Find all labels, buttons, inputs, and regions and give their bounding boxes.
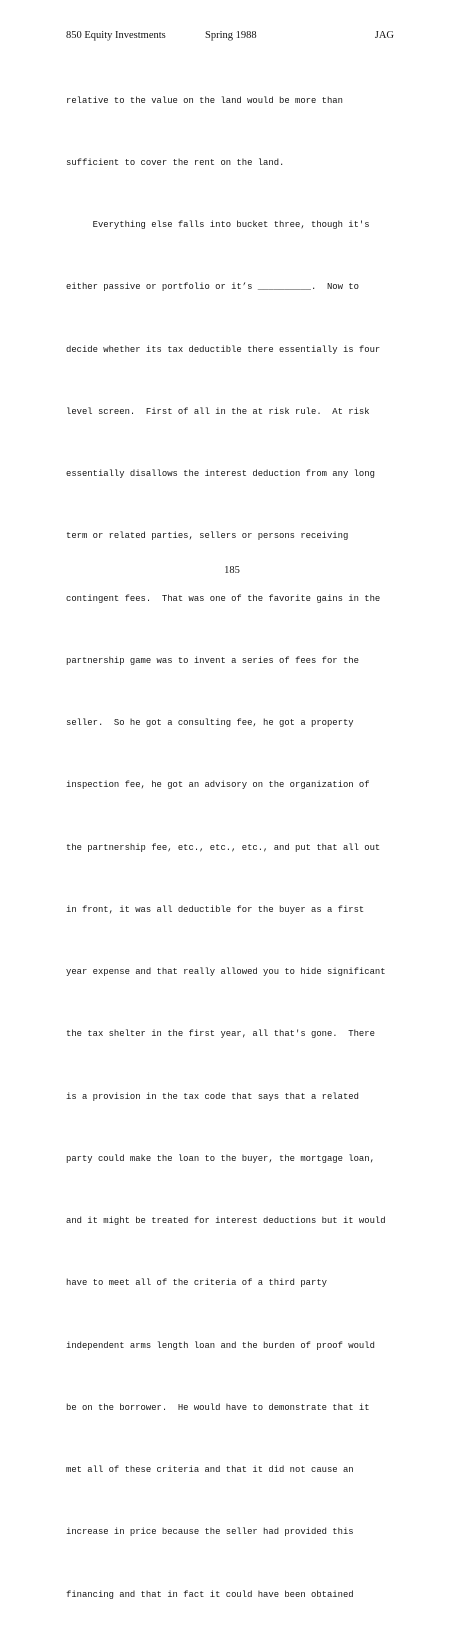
text-line: either passive or portfolio or it’s __________. Now to <box>66 282 359 293</box>
text-line: be on the borrower. He would have to demonstrate that it <box>66 1402 370 1413</box>
text-line: seller. So he got a consulting fee, he got a property <box>66 718 354 728</box>
text-line: sufficient to cover the rent on the land. <box>66 157 285 168</box>
transcript-body <box>66 49 406 1626</box>
text-line: increase in price because the seller had provided this <box>66 1527 354 1538</box>
text-line: financing and that in fact it could have been obtained <box>66 1589 354 1600</box>
text-line: in front, it was all deductible for the buyer as a first <box>66 904 365 915</box>
page-number: 185 <box>224 565 240 576</box>
text-line: Everything else falls into bucket three, though it's <box>66 220 370 230</box>
header-term: Spring 1988 <box>205 30 257 41</box>
text-line: is a provision in the tax code that says that a related <box>66 1091 359 1102</box>
text-line: essentially disallows the interest deduction from any long <box>66 469 375 479</box>
text-line: party could make the loan to the buyer, the mortgage loan, <box>66 1153 375 1164</box>
header-course-title: 850 Equity Investments <box>66 30 166 41</box>
text-line: decide whether its tax deductible there essentially is four <box>66 344 381 355</box>
page-header <box>66 30 394 44</box>
text-line: term or related parties, sellers or persons receiving <box>66 531 349 542</box>
text-line: and it might be treated for interest deductions but it would <box>66 1216 386 1226</box>
text-line: level screen. First of all in the at risk rule. At risk <box>66 406 370 417</box>
text-line: independent arms length loan and the burden of proof would <box>66 1340 375 1351</box>
text-line: contingent fees. That was one of the favorite gains in the <box>66 593 381 604</box>
header-initials: JAG <box>374 30 394 41</box>
text-line: the partnership fee, etc., etc., etc., and put that all out <box>66 842 381 853</box>
text-line: inspection fee, he got an advisory on the organization of <box>66 780 370 791</box>
text-line: met all of these criteria and that it did not cause an <box>66 1465 354 1475</box>
text-line: have to meet all of the criteria of a third party <box>66 1278 327 1289</box>
text-line: the tax shelter in the first year, all that's gone. There <box>66 1029 375 1040</box>
text-line: partnership game was to invent a series of fees for the <box>66 655 359 666</box>
text-line: relative to the value on the land would be more than <box>66 95 343 106</box>
text-line: year expense and that really allowed you to hide significant <box>66 967 386 977</box>
